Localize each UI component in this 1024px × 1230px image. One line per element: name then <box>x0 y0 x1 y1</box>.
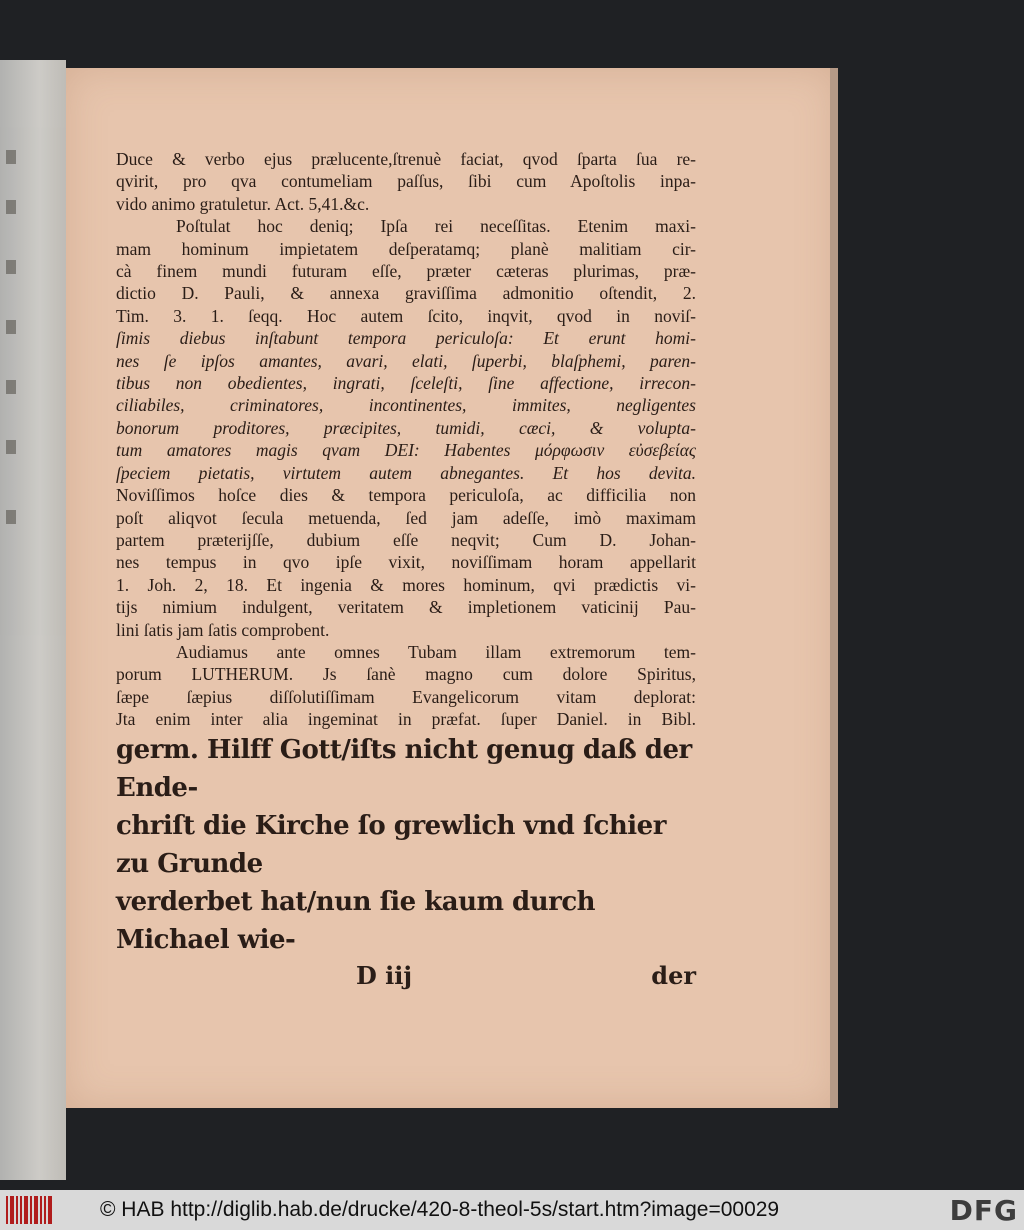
edge-mark <box>6 380 16 394</box>
signature-mark: D iij <box>356 960 413 990</box>
text-line: mam hominum impietatem deſperatamq; planè malitiam cir- <box>116 238 696 259</box>
barcode-bar <box>16 1196 18 1224</box>
text-line: dictio D. Pauli, & annexa graviſſima admonitio oſtendit, 2. <box>116 283 696 304</box>
barcode-bar <box>30 1196 32 1224</box>
text-line: tijs nimium indulgent, veritatem & impletionem vaticinij Pau- <box>116 597 696 618</box>
text-line: lini ſatis jam ſatis comprobent. <box>116 619 330 640</box>
barcode-bar <box>48 1196 52 1224</box>
german-line-2: chriſt die Kirche ſo grewlich vnd ſchier zu Grunde <box>116 810 666 879</box>
citation-footer <box>0 1190 1024 1230</box>
edge-mark <box>6 200 16 214</box>
german-line-1: germ. Hilff Gott/iſts nicht genug daß der Ende- <box>116 734 692 803</box>
barcode-bar <box>6 1196 8 1224</box>
text-line: Jta enim inter alia ingeminat in præfat. ſuper Daniel. in Bibl. <box>116 709 696 730</box>
barcode-icon <box>6 1196 52 1224</box>
catchword: der <box>651 960 696 990</box>
text-line: tibus non obedientes, ingrati, ſceleſti, ſine affectione, irrecon- <box>116 373 696 394</box>
barcode-bar <box>24 1196 28 1224</box>
text-line: Poſtulat hoc deniq; Ipſa rei neceſſitas. Etenim maxi- <box>176 216 696 237</box>
barcode-bar <box>44 1196 46 1224</box>
barcode-bar <box>20 1196 22 1224</box>
text-line: Audiamus ante omnes Tubam illam extremorum tem- <box>176 641 696 662</box>
text-line: Noviſſimos hoſce dies & tempora periculoſa, ac difficilia non <box>116 485 696 506</box>
text-line: 1. Joh. 2, 18. Et ingenia & mores hominum, qvi prædictis vi- <box>116 574 696 595</box>
text-line: ſimis diebus inſtabunt tempora periculoſa: Et erunt homi- <box>116 328 696 349</box>
edge-mark <box>6 150 16 164</box>
german-line-3: verderbet hat/nun ſie kaum durch Michael wie- <box>116 886 596 955</box>
latin-text-lines <box>116 148 696 731</box>
text-line: Duce & verbo ejus prælucente,ſtrenuè faciat, qvod ſparta ſua re- <box>116 149 696 169</box>
text-line: ſæpe ſæpius diſſolutiſſimam Evangelicorum vitam deplorat: <box>116 686 696 707</box>
text-line: tum amatores magis qvam DEI: Habentes μόρφωσιν εὐσεβείας <box>116 440 696 461</box>
text-line: Tim. 3. 1. ſeqq. Hoc autem ſcito, inqvit, qvod in noviſ- <box>116 305 696 326</box>
page-edge <box>830 68 838 1108</box>
edge-mark <box>6 260 16 274</box>
text-line: qvirit, pro qva contumeliam paſſus, ſibi cum Apoſtolis inpa- <box>116 171 696 192</box>
text-line: partem præterijſſe, dubium eſſe neqvit; Cum D. Johan- <box>116 529 696 550</box>
text-line: ciliabiles, criminatores, incontinentes, immites, negligentes <box>116 395 696 416</box>
page-text <box>116 148 696 993</box>
text-line: nes tempus in qvo ipſe vixit, noviſſimam horam appellarit <box>116 552 696 573</box>
edge-mark <box>6 440 16 454</box>
text-line: nes ſe ipſos amantes, avari, elati, ſuperbi, blaſphemi, paren- <box>116 350 696 371</box>
text-line: vido animo gratuletur. Act. 5,41.&c. <box>116 193 370 214</box>
text-line: cà finem mundi futuram eſſe, præter cæteras plurimas, præ- <box>116 261 696 282</box>
barcode-bar <box>10 1196 14 1224</box>
page-foot <box>116 959 696 993</box>
text-line: bonorum proditores, præcipites, tumidi, cæci, & volupta- <box>116 417 696 438</box>
text-line: ſpeciem pietatis, virtutem autem abnegantes. Et hos devita. <box>116 462 696 483</box>
adjacent-page-strip <box>0 60 66 1180</box>
citation-link[interactable]: © HAB http://diglib.hab.de/drucke/420-8-theol-5s/start.htm?image=00029 <box>100 1198 780 1221</box>
barcode-bar <box>40 1196 42 1224</box>
edge-mark <box>6 320 16 334</box>
dfg-logo: DFG <box>949 1194 1018 1227</box>
text-line: porum LUTHERUM. Js ſanè magno cum dolore Spiritus, <box>116 664 696 685</box>
text-line: poſt aliqvot ſecula metuenda, ſed jam adeſſe, imò maximam <box>116 507 696 528</box>
book-page <box>66 68 836 1108</box>
edge-mark <box>6 510 16 524</box>
barcode-bar <box>34 1196 38 1224</box>
